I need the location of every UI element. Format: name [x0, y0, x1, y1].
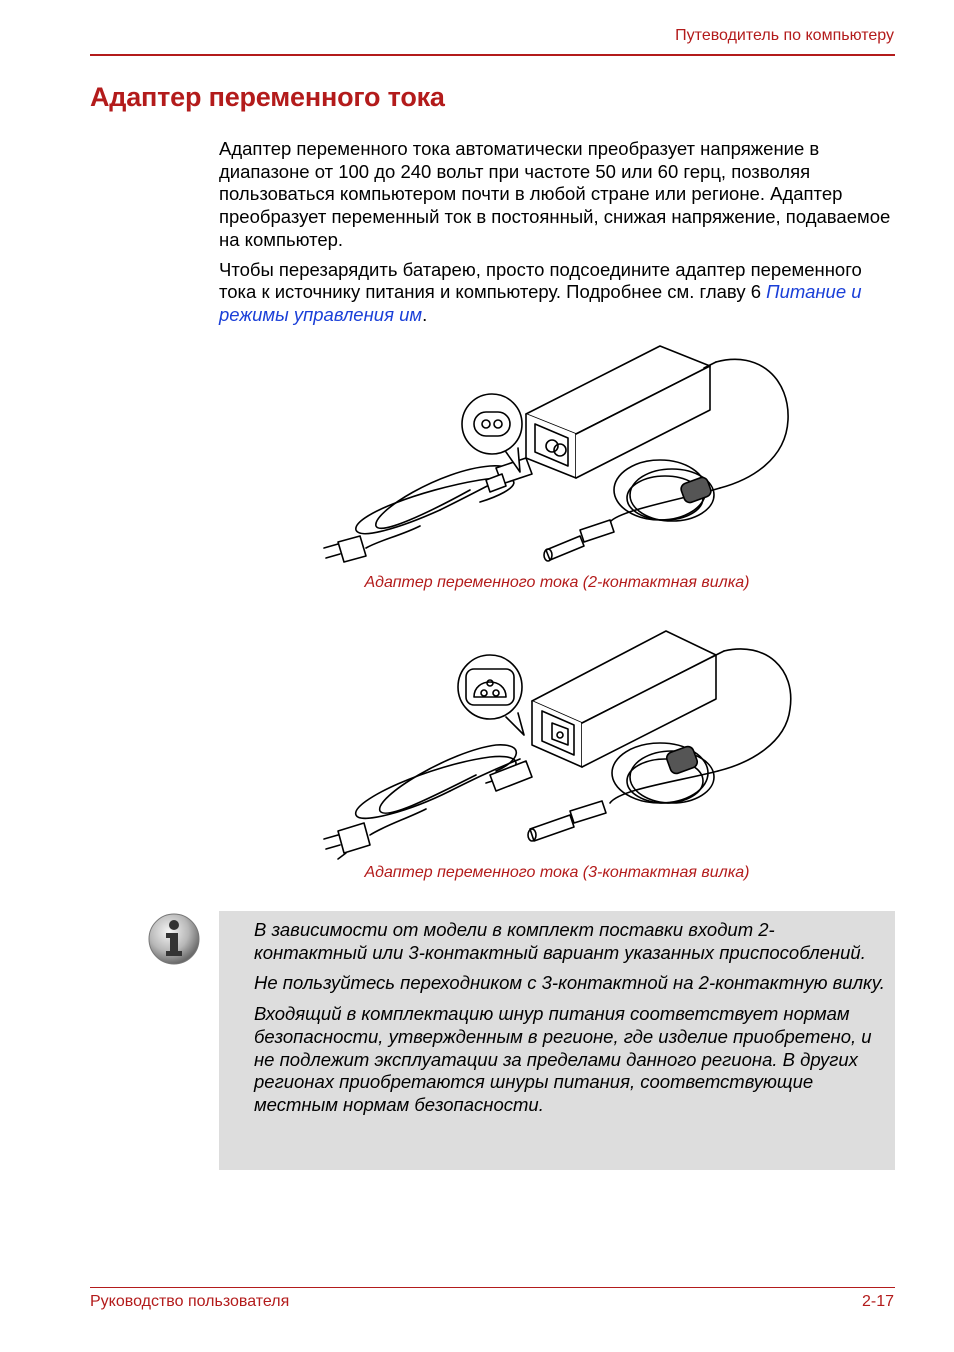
adapter-3pin-illustration: [320, 625, 810, 865]
footer-manual-name: Руководство пользователя: [90, 1293, 290, 1310]
info-icon: [147, 912, 201, 966]
footer-rule: [90, 1287, 895, 1288]
running-header: Путеводитель по компьютеру: [675, 27, 894, 44]
body-text: [219, 138, 895, 334]
body-paragraph-2-text: Чтобы перезарядить батарею, просто подсоедините адаптер переменного тока к источнику питания и компьютеру. Подробнее см. главу 6: [219, 258, 862, 303]
header-rule: [90, 54, 895, 56]
body-paragraph-2: [219, 259, 895, 327]
body-paragraph-1: Адаптер переменного тока автоматически преобразует напряжение в диапазоне от 100 до 240 вольт при частоте 50 или 60 герц, позволяя пользоваться компьютером почти в любой стране или регионе. Адаптер преобразует переменный ток в постоянный, снижая напряжение, подаваемое на компьютер.: [219, 138, 891, 250]
adapter-2pin-illustration: [320, 340, 810, 575]
figure-caption-2pin: Адаптер переменного тока (2-контактная вилка): [364, 574, 750, 591]
page-number: 2-17: [861, 1293, 894, 1310]
note-paragraph-2: Не пользуйтесь переходником с 3-контактной на 2-контактную вилку.: [254, 972, 885, 994]
figure-caption-3pin: Адаптер переменного тока (3-контактная вилка): [364, 864, 750, 881]
chapter-link[interactable]: Питание и режимы управления им: [219, 281, 862, 325]
section-title: Адаптер переменного тока: [90, 82, 445, 112]
note-paragraph-1: В зависимости от модели в комплект поставки входит 2-контактный или 3-контактный вариант указанных приспособлений.: [254, 919, 866, 963]
note-paragraph-3: Входящий в комплектацию шнур питания соответствует нормам безопасности, утвержденным в регионе, где изделие приобретено, и не подлежит эксплуатации за пределами данного региона. В других регионах приобретаются шнуры питания, соответствующие местным нормам безопасности.: [254, 1003, 872, 1115]
note-box: [219, 911, 895, 1170]
body-paragraph-2-end: .: [422, 303, 428, 325]
